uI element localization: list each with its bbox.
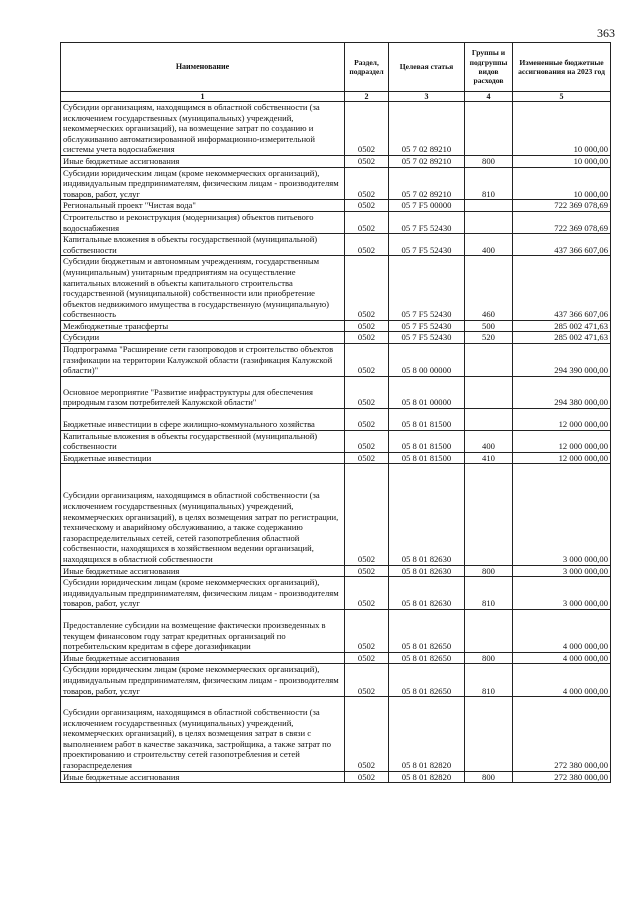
row-target: 05 8 01 82820 [389, 771, 465, 783]
row-amount: 3 000 000,00 [513, 464, 611, 565]
row-section: 0502 [345, 409, 389, 431]
row-amount: 722 369 078,69 [513, 200, 611, 212]
row-section: 0502 [345, 577, 389, 610]
row-group: 810 [465, 167, 513, 200]
row-section: 0502 [345, 155, 389, 167]
row-name: Предоставление субсидии на возмещение фактически произведенных в текущем финансовом году затрат кредитных организаций по потребительским кредитам в сфере догазификации [61, 609, 345, 652]
row-name: Иные бюджетные ассигнования [61, 155, 345, 167]
row-target: 05 8 01 81500 [389, 430, 465, 452]
row-target: 05 7 F5 52430 [389, 234, 465, 256]
row-target: 05 7 F5 52430 [389, 320, 465, 332]
row-amount: 3 000 000,00 [513, 577, 611, 610]
table-row [61, 332, 611, 344]
row-target: 05 8 01 82630 [389, 577, 465, 610]
row-section: 0502 [345, 697, 389, 772]
column-number: 4 [465, 92, 513, 102]
row-target: 05 7 F5 52430 [389, 211, 465, 233]
row-target: 05 8 01 82630 [389, 565, 465, 577]
row-target: 05 7 02 89210 [389, 155, 465, 167]
table-row [61, 376, 611, 408]
table-row [61, 430, 611, 452]
table-row [61, 102, 611, 156]
row-group: 460 [465, 256, 513, 321]
row-group [465, 344, 513, 377]
row-name: Субсидии [61, 332, 345, 344]
row-amount: 294 380 000,00 [513, 376, 611, 408]
row-target: 05 8 01 82650 [389, 609, 465, 652]
row-section: 0502 [345, 167, 389, 200]
table-row [61, 234, 611, 256]
row-section: 0502 [345, 256, 389, 321]
row-name: Субсидии организациям, находящимся в областной собственности (за исключением государственных (муниципальных) учреждений, некоммерческих организаций), на возмещение затрат по созданию и обслуживанию автоматизированной информационно-измерительной системы учета водоснабжения [61, 102, 345, 156]
row-group [465, 376, 513, 408]
row-name: Капитальные вложения в объекты государственной (муниципальной) собственности [61, 234, 345, 256]
header-name: Наименование [61, 43, 345, 92]
row-amount: 10 000,00 [513, 167, 611, 200]
row-target: 05 8 01 81500 [389, 452, 465, 464]
row-section: 0502 [345, 211, 389, 233]
row-group [465, 211, 513, 233]
row-group [465, 102, 513, 156]
row-group: 810 [465, 577, 513, 610]
row-amount: 4 000 000,00 [513, 609, 611, 652]
row-name: Строительство и реконструкция (модернизация) объектов питьевого водоснабжения [61, 211, 345, 233]
row-name: Субсидии бюджетным и автономным учреждениям, государственным (муниципальным) унитарным предприятиям на осуществление капитальных вложений в объекты капитального строительства государственной (муниципальной) собственности или приобретение объектов недвижимого имущества в государственную (муниципальную) собственность [61, 256, 345, 321]
row-amount: 272 380 000,00 [513, 697, 611, 772]
row-name: Иные бюджетные ассигнования [61, 771, 345, 783]
row-amount: 12 000 000,00 [513, 430, 611, 452]
table-row [61, 211, 611, 233]
row-group: 400 [465, 430, 513, 452]
row-amount: 10 000,00 [513, 102, 611, 156]
column-number: 2 [345, 92, 389, 102]
row-target: 05 7 F5 00000 [389, 200, 465, 212]
column-number-row [61, 92, 611, 102]
row-group: 520 [465, 332, 513, 344]
row-group [465, 200, 513, 212]
row-name: Субсидии юридическим лицам (кроме некоммерческих организаций), индивидуальным предпринимателям, физическим лицам - производителям товаров, работ, услуг [61, 664, 345, 697]
row-group [465, 409, 513, 431]
table-row [61, 577, 611, 610]
row-amount: 722 369 078,69 [513, 211, 611, 233]
row-amount: 4 000 000,00 [513, 652, 611, 664]
row-section: 0502 [345, 430, 389, 452]
table-row [61, 344, 611, 377]
row-section: 0502 [345, 320, 389, 332]
row-group: 800 [465, 155, 513, 167]
row-name: Субсидии юридическим лицам (кроме некоммерческих организаций), индивидуальным предпринимателям, физическим лицам - производителям товаров, работ, услуг [61, 577, 345, 610]
row-name: Субсидии организациям, находящимся в областной собственности (за исключением государственных (муниципальных) учреждений, некоммерческих организаций), в целях возмещения затрат по регистрации, техническому и аварийному обслуживанию, а также содержанию газораспределительных сетей, сетей газопотребления областной собственности, находящихся в хозяйственном ведении организаций, находящихся в областной собственности [61, 464, 345, 565]
row-target: 05 7 F5 52430 [389, 256, 465, 321]
table-body [61, 102, 611, 783]
row-group: 500 [465, 320, 513, 332]
table-row [61, 565, 611, 577]
row-name: Субсидии юридическим лицам (кроме некоммерческих организаций), индивидуальным предпринимателям, физическим лицам - производителям товаров, работ, услуг [61, 167, 345, 200]
table-row [61, 609, 611, 652]
row-group [465, 609, 513, 652]
row-amount: 294 390 000,00 [513, 344, 611, 377]
table-row [61, 652, 611, 664]
row-target: 05 8 01 82650 [389, 652, 465, 664]
header-section: Раздел, подраздел [345, 43, 389, 92]
row-target: 05 8 01 82820 [389, 697, 465, 772]
row-amount: 12 000 000,00 [513, 452, 611, 464]
row-section: 0502 [345, 609, 389, 652]
row-amount: 437 366 607,06 [513, 234, 611, 256]
row-amount: 12 000 000,00 [513, 409, 611, 431]
table-row [61, 200, 611, 212]
table-row [61, 155, 611, 167]
row-name: Подпрограмма "Расширение сети газопроводов и строительство объектов газификации на территории Калужской области (газификация Калужской области)" [61, 344, 345, 377]
row-group: 810 [465, 664, 513, 697]
row-name: Бюджетные инвестиции [61, 452, 345, 464]
budget-table [60, 42, 611, 783]
row-target: 05 8 01 82650 [389, 664, 465, 697]
row-target: 05 8 01 00000 [389, 376, 465, 408]
row-section: 0502 [345, 652, 389, 664]
row-name: Субсидии организациям, находящимся в областной собственности (за исключением государственных (муниципальных) учреждений, некоммерческих организаций), в целях возмещения затрат в связи с выполнением работ в качестве заказчика, застройщика, а также затрат по проектированию и строительству сетей газопотребления и сетей газораспределения [61, 697, 345, 772]
row-group: 800 [465, 652, 513, 664]
row-target: 05 7 F5 52430 [389, 332, 465, 344]
row-amount: 285 002 471,63 [513, 332, 611, 344]
table-row [61, 256, 611, 321]
row-amount: 285 002 471,63 [513, 320, 611, 332]
row-section: 0502 [345, 771, 389, 783]
row-group: 800 [465, 565, 513, 577]
table-row [61, 452, 611, 464]
column-number: 5 [513, 92, 611, 102]
row-amount: 437 366 607,06 [513, 256, 611, 321]
row-group: 410 [465, 452, 513, 464]
header-row [61, 43, 611, 92]
row-amount: 4 000 000,00 [513, 664, 611, 697]
table-row [61, 771, 611, 783]
row-name: Бюджетные инвестиции в сфере жилищно-коммунального хозяйства [61, 409, 345, 431]
row-group [465, 464, 513, 565]
row-section: 0502 [345, 565, 389, 577]
row-name: Капитальные вложения в объекты государственной (муниципальной) собственности [61, 430, 345, 452]
row-group: 400 [465, 234, 513, 256]
row-section: 0502 [345, 344, 389, 377]
row-section: 0502 [345, 234, 389, 256]
row-name: Основное мероприятие "Развитие инфраструктуры для обеспечения природным газом потребителей Калужской области" [61, 376, 345, 408]
column-number: 3 [389, 92, 465, 102]
table-row [61, 320, 611, 332]
row-name: Иные бюджетные ассигнования [61, 565, 345, 577]
row-target: 05 7 02 89210 [389, 102, 465, 156]
row-name: Иные бюджетные ассигнования [61, 652, 345, 664]
row-name: Региональный проект "Чистая вода" [61, 200, 345, 212]
row-amount: 3 000 000,00 [513, 565, 611, 577]
row-target: 05 8 00 00000 [389, 344, 465, 377]
row-amount: 10 000,00 [513, 155, 611, 167]
row-section: 0502 [345, 376, 389, 408]
header-amount: Измененные бюджетные ассигнования на 2023 год [513, 43, 611, 92]
table-row [61, 167, 611, 200]
row-section: 0502 [345, 464, 389, 565]
page-number: 363 [597, 26, 615, 40]
row-section: 0502 [345, 664, 389, 697]
row-section: 0502 [345, 332, 389, 344]
row-group [465, 697, 513, 772]
row-section: 0502 [345, 452, 389, 464]
row-amount: 272 380 000,00 [513, 771, 611, 783]
row-target: 05 8 01 82630 [389, 464, 465, 565]
header-groups: Группы и подгруппы видов расходов [465, 43, 513, 92]
table-row [61, 697, 611, 772]
table-row [61, 464, 611, 565]
row-target: 05 7 02 89210 [389, 167, 465, 200]
row-target: 05 8 01 81500 [389, 409, 465, 431]
table-row [61, 409, 611, 431]
row-section: 0502 [345, 200, 389, 212]
table-row [61, 664, 611, 697]
header-target: Целевая статья [389, 43, 465, 92]
row-name: Межбюджетные трансферты [61, 320, 345, 332]
row-section: 0502 [345, 102, 389, 156]
column-number: 1 [61, 92, 345, 102]
row-group: 800 [465, 771, 513, 783]
